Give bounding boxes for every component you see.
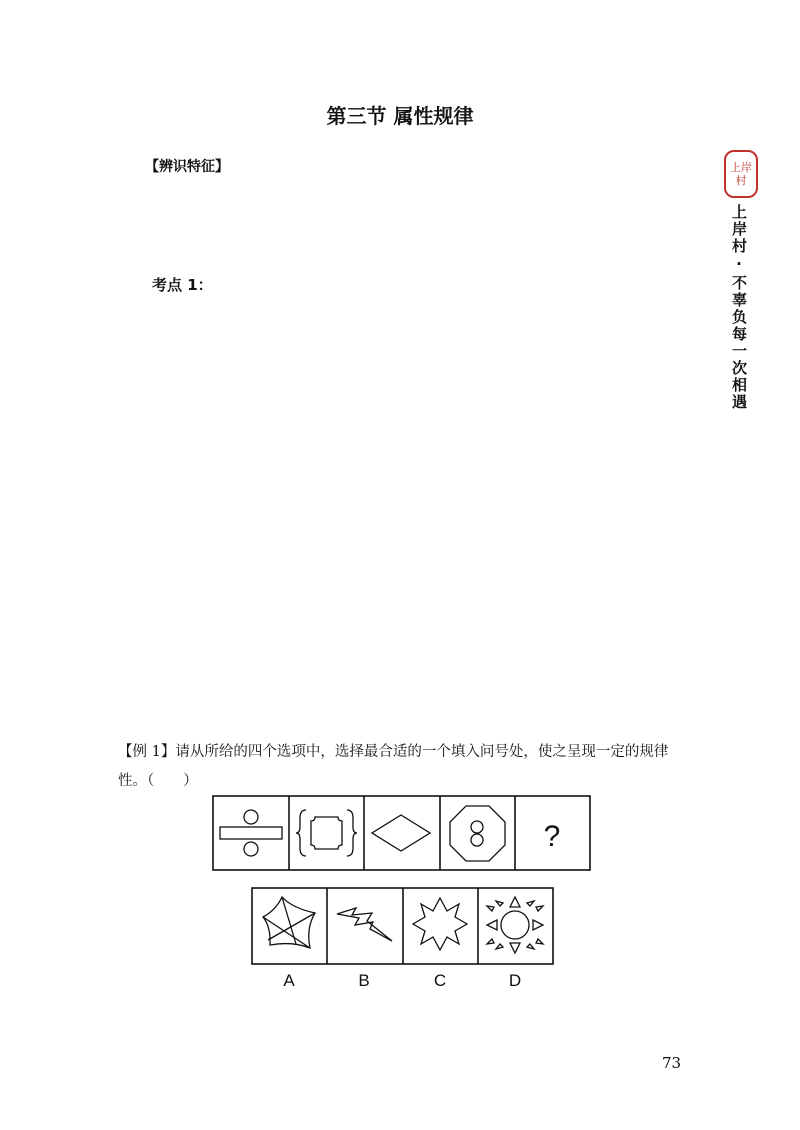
option-label-d[interactable]: D bbox=[508, 971, 522, 990]
example-text: 请从所给的四个选项中，选择最合适的一个填入问号处，使之呈现一定的规律性。（ ） bbox=[118, 744, 669, 789]
options-row[interactable] bbox=[252, 888, 553, 964]
question-cell-2 bbox=[296, 810, 357, 856]
point-label: 考点 1： bbox=[152, 276, 213, 294]
page-number: 73 bbox=[662, 1054, 682, 1072]
question-row bbox=[213, 796, 590, 870]
option-label-c[interactable]: C bbox=[433, 971, 447, 990]
option-c-figure[interactable] bbox=[413, 898, 467, 950]
option-a-figure[interactable] bbox=[263, 897, 315, 948]
seal-line-2: 村 bbox=[735, 174, 747, 187]
question-mark: ? bbox=[543, 820, 561, 853]
seal-line-1: 上岸 bbox=[730, 161, 752, 174]
option-label-b[interactable]: B bbox=[358, 971, 370, 990]
question-cell-4 bbox=[450, 806, 505, 861]
example-tag: 【例 1】 bbox=[118, 744, 176, 760]
question-cell-3 bbox=[372, 815, 430, 851]
option-b-figure[interactable] bbox=[337, 908, 392, 941]
option-d-figure[interactable] bbox=[487, 897, 543, 953]
option-label-a[interactable]: A bbox=[283, 971, 295, 990]
brand-slogan: 上岸村·不辜负每一次相遇 bbox=[730, 204, 748, 411]
page-title: 第三节 属性规律 bbox=[326, 104, 474, 128]
question-cell-1 bbox=[220, 810, 282, 856]
section-heading: 【辨识特征】 bbox=[145, 159, 229, 175]
